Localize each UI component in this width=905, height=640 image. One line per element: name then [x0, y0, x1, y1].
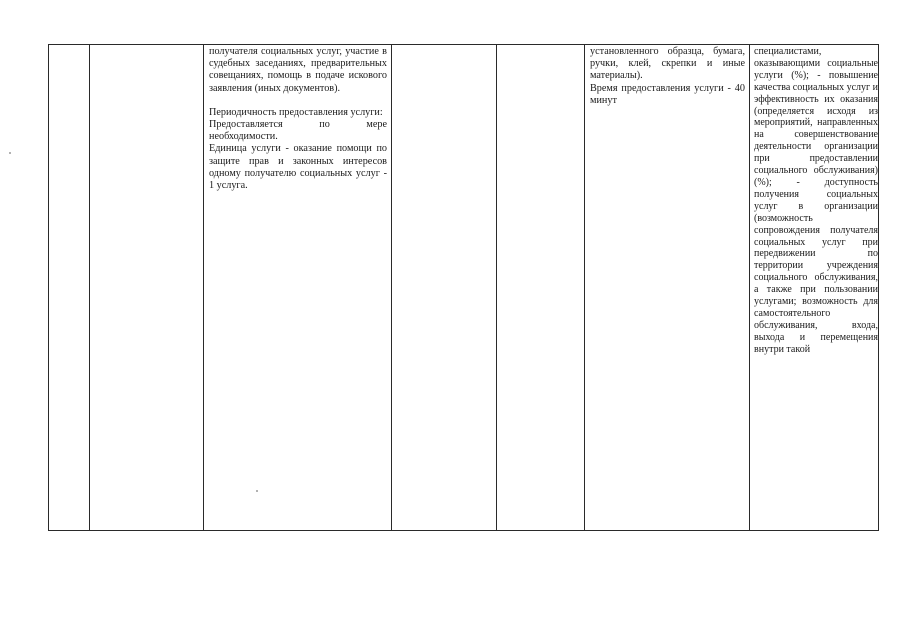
service-table [48, 44, 879, 531]
service-time-text: Время предоставления услуги - 40 минут [590, 82, 745, 106]
materials-text: установленного образца, бумага, ручки, клей, скрепки и иные материалы). [590, 46, 745, 82]
quality-indicators-text: специалистами, оказывающими социальные услуги (%); - повышение качества социальных услуг и эффективность их оказания (определяется исходя из мероприятий, направленных на совершенствование деятельности организации при предоставлении социального обслуживания) (%); - доступность получения социальных услуг в организации (возможность сопровождения получателя социальных услуг при передвижении по территории учреждения социального обслуживания, а также при пользовании услугами; возможность для самостоятельного обслуживания, входа, выхода и перемещения внутри такой [754, 46, 878, 355]
table-column-number [49, 45, 89, 530]
scan-speck [256, 490, 258, 492]
table-column-5 [496, 45, 584, 530]
table-column-4 [391, 45, 496, 530]
service-description-text: получателя социальных услуг, участие в судебных заседаниях, предварительных совещаниях, помощь в подаче искового заявления (иных документов). [209, 46, 387, 94]
quality-indicators-cell [750, 45, 880, 356]
conditions-cell [585, 45, 749, 107]
table-column-service-description [203, 45, 391, 530]
table-column-quality-indicators [749, 45, 880, 530]
service-description-cell [204, 45, 391, 192]
table-column-conditions [584, 45, 749, 530]
periodicity-heading: Периодичность предоставления услуги: [209, 106, 383, 118]
table-column-service-name [89, 45, 203, 530]
scan-speck [9, 152, 11, 154]
periodicity-text: Предоставляется по мере необходимости. [209, 119, 387, 143]
service-unit-text: Единица услуги - оказание помощи по защите прав и законных интересов одному получателю социальных услуг - 1 услуга. [209, 143, 387, 192]
